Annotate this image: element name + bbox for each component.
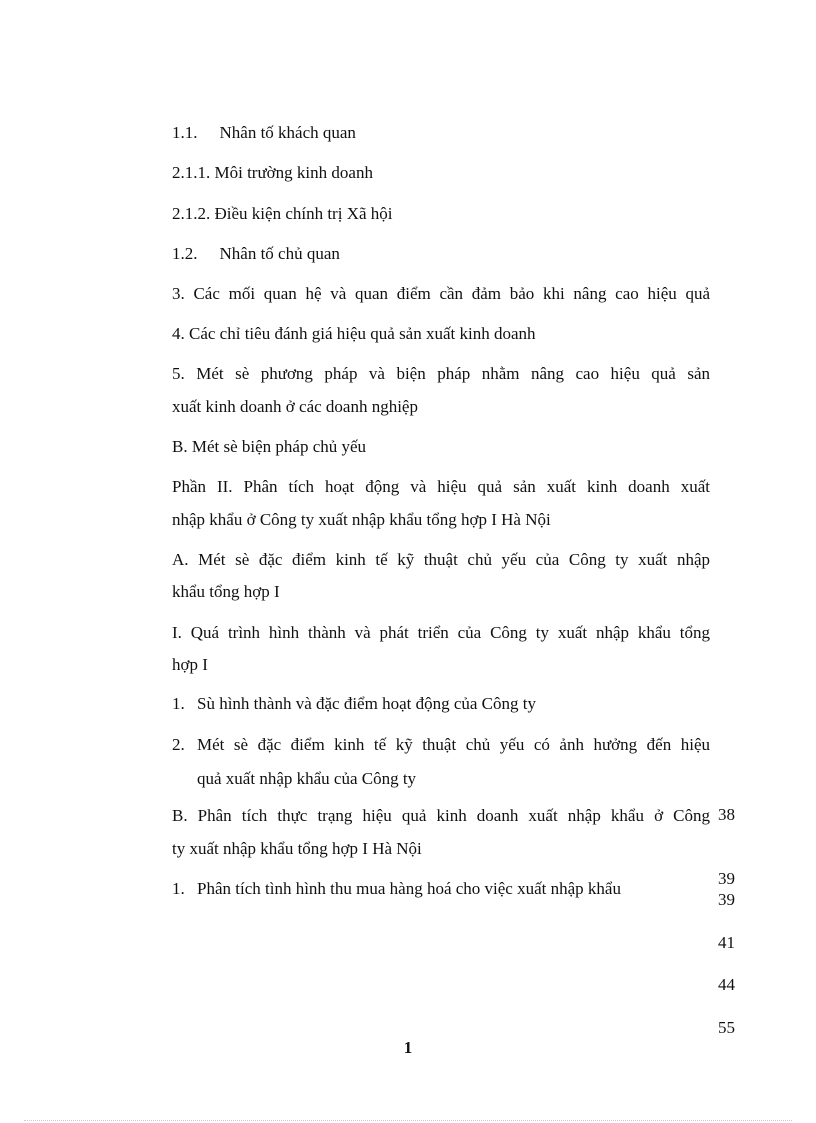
page-bottom-divider bbox=[24, 1120, 792, 1121]
page-ref: 44 bbox=[718, 975, 735, 994]
toc-entry-numbered-2 bbox=[172, 728, 710, 796]
toc-entry-part-2-line-2: nhập khẩu ở Công ty xuất nhập khẩu tổng hợp I Hà Nội bbox=[172, 510, 551, 529]
toc-entry-number: 1. bbox=[172, 879, 185, 898]
toc-entry-i-line-1: I. Quá trình hình thành và phát triển của Công ty xuất nhập khẩu tổng bbox=[172, 623, 710, 642]
toc-entry-a-line-1: A. Mét sè đặc điểm kinh tế kỹ thuật chủ yếu của Công ty xuất nhập bbox=[172, 550, 710, 569]
toc-entry-4: 4. Các chỉ tiêu đánh giá hiệu quả sản xuất kinh doanh bbox=[172, 324, 536, 343]
page-ref: 38 bbox=[718, 805, 735, 824]
toc-entry-numbered-1 bbox=[172, 687, 710, 721]
toc-entry-number: 1.1. bbox=[172, 123, 198, 142]
toc-entry-b2-line-2: ty xuất nhập khẩu tổng hợp I Hà Nội bbox=[172, 839, 422, 858]
toc-entry-text: Nhân tố khách quan bbox=[219, 123, 356, 142]
toc-entry-number: 1. bbox=[172, 694, 185, 713]
toc-entry-part-2-line-1: Phần II. Phân tích hoạt động và hiệu quả sản xuất kinh doanh xuất bbox=[172, 477, 710, 496]
toc-entry-1-2 bbox=[172, 237, 710, 271]
toc-entry-5-line-2: xuất kinh doanh ở các doanh nghiệp bbox=[172, 397, 418, 416]
toc-entry-text: Phân tích tình hình thu mua hàng hoá cho việc xuất nhập khẩu bbox=[197, 879, 621, 898]
page-number: 1 bbox=[403, 1038, 413, 1057]
toc-entry-2-1-2: 2.1.2. Điều kiện chính trị Xã hội bbox=[172, 204, 393, 223]
page-ref: 39 bbox=[718, 890, 735, 909]
page-ref: 41 bbox=[718, 933, 735, 952]
toc-entry-number: 2. bbox=[172, 735, 185, 754]
toc-entry-number: 1.2. bbox=[172, 244, 198, 263]
toc-entry-text-line-1: Mét sè đặc điểm kinh tế kỹ thuật chủ yếu có ảnh hưởng đến hiệu bbox=[197, 735, 710, 754]
toc-entry-2-1-1: 2.1.1. Môi trường kinh doanh bbox=[172, 163, 373, 182]
toc-entry-text: Sù hình thành và đặc điểm hoạt động của Công ty bbox=[197, 694, 536, 713]
toc-entry-5-line-1: 5. Mét sè phương pháp và biện pháp nhằm nâng cao hiệu quả sản bbox=[172, 364, 710, 383]
toc-entry-a-line-2: khẩu tổng hợp I bbox=[172, 582, 280, 601]
page-ref: 39 bbox=[718, 869, 735, 888]
toc-entry-b2-line-1: B. Phân tích thực trạng hiệu quả kinh doanh xuất nhập khẩu ở Công bbox=[172, 806, 710, 825]
toc-entry-3: 3. Các mối quan hệ và quan điểm cần đảm bảo khi nâng cao hiệu quả bbox=[172, 284, 710, 303]
toc-entry-1-1 bbox=[172, 116, 710, 150]
toc-entry-b: B. Mét sè biện pháp chủ yếu bbox=[172, 437, 367, 456]
toc-entry-text-line-2: quả xuất nhập khẩu của Công ty bbox=[197, 769, 417, 788]
page-ref: 55 bbox=[718, 1018, 735, 1037]
toc-entry-i-line-2: hợp I bbox=[172, 655, 208, 674]
toc-entry-numbered-b2-1 bbox=[172, 872, 710, 906]
toc-entry-text: Nhân tố chủ quan bbox=[219, 244, 340, 263]
toc-entry-text bbox=[197, 728, 710, 796]
